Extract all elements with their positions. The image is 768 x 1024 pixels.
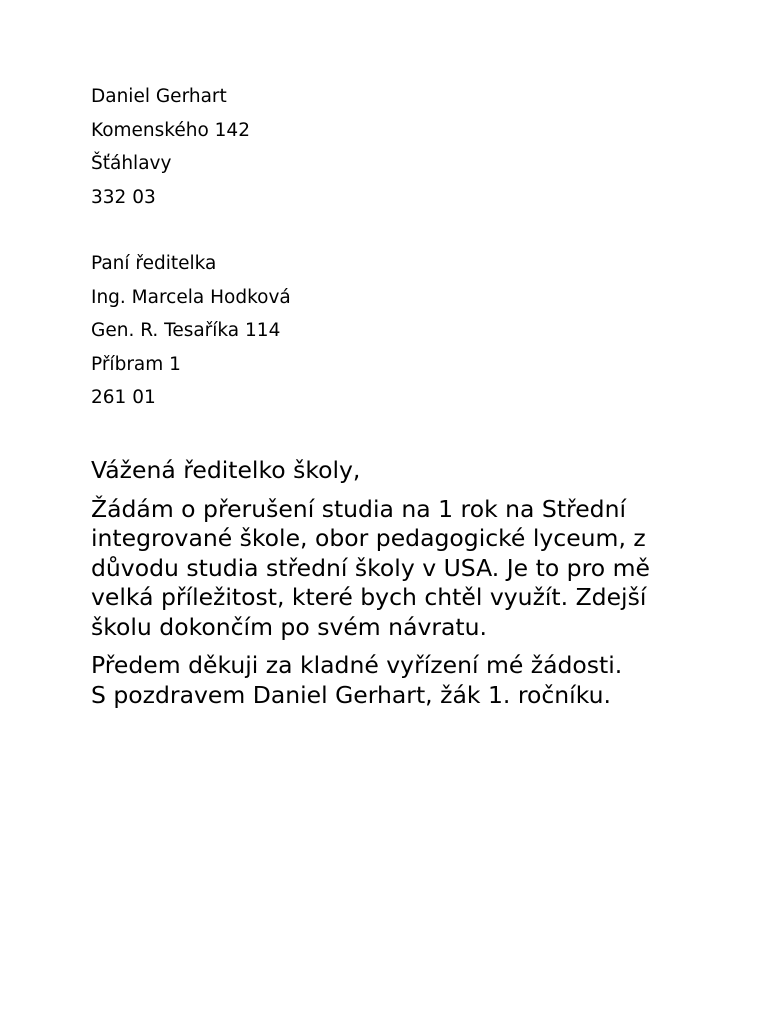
recipient-street: Gen. R. Tesaříka 114 (91, 320, 281, 341)
sender-name: Daniel Gerhart (91, 86, 227, 107)
recipient-address (91, 247, 291, 415)
request-paragraph: Žádám o přerušení studia na 1 rok na Střední integrované škole, obor pedagogické lyceum, z důvodu studia střední školy v USA. Je to pro mě velká příležitost, které bych chtěl využít. Zdejší školu dokončím po svém návratu. (91, 494, 650, 641)
sender-city: Šťáhlavy (91, 153, 172, 174)
sender-zip: 332 03 (91, 186, 156, 208)
sender-street: Komenského 142 (91, 119, 250, 141)
sender-address (91, 80, 250, 214)
recipient-city: Příbram 1 (91, 353, 181, 375)
recipient-zip: 261 01 (91, 387, 156, 408)
recipient-title: Paní ředitelka (91, 253, 217, 274)
salutation: Vážená ředitelko školy, (91, 456, 361, 484)
recipient-name: Ing. Marcela Hodková (91, 286, 291, 308)
thanks-line: Předem děkuji za kladné vyřízení mé žádosti. (91, 651, 623, 679)
letter-body (91, 456, 691, 710)
closing-line: S pozdravem Daniel Gerhart, žák 1. ročníku. (91, 680, 611, 709)
